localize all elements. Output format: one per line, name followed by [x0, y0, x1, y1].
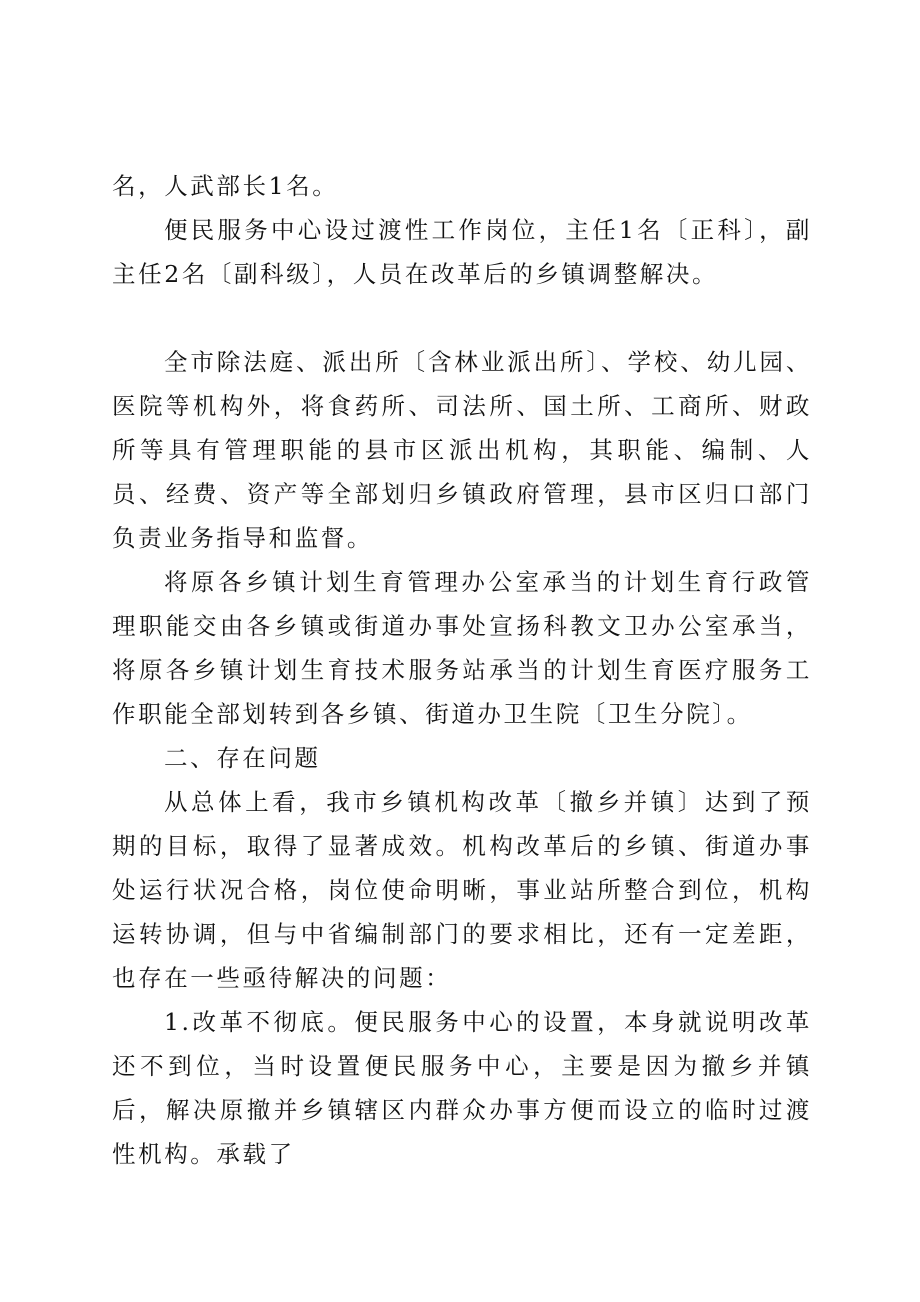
- paragraph-overview: 从总体上看，我市乡镇机构改革〔撤乡并镇〕达到了预期的目标，取得了显著成效。机构改革后的乡镇、街道办事处运行状况合格，岗位使命明晰，事业站所整合到位，机构运转协调，但与中省编制部门的要求相比，还有一定差距，也存在一些亟待解决的问题：: [112, 788, 812, 992]
- section-heading-problems: 二、存在问题: [164, 744, 321, 772]
- paragraph-continuation: 名，人武部长1名。: [112, 172, 339, 200]
- paragraph-agencies: 全市除法庭、派出所〔含林业派出所〕、学校、幼儿园、医院等机构外，将食药所、司法所、国土所、工商所、财政所等具有管理职能的县市区派出机构，其职能、编制、人员、经费、资产等全部划归乡镇政府管理，县市区归口部门负责业务指导和监督。: [112, 348, 812, 552]
- paragraph-gap: [112, 296, 812, 340]
- document-body: [112, 164, 812, 1176]
- paragraph-issue-1: 1.改革不彻底。便民服务中心的设置，本身就说明改革还不到位，当时设置便民服务中心，主要是因为撤乡并镇后，解决原撤并乡镇辖区内群众办事方便而设立的临时过渡性机构。承载了: [112, 1008, 812, 1168]
- paragraph-service-center: 便民服务中心设过渡性工作岗位，主任1名〔正科〕，副主任2名〔副科级〕，人员在改革后的乡镇调整解决。: [112, 216, 812, 288]
- paragraph-family-planning: 将原各乡镇计划生育管理办公室承当的计划生育行政管理职能交由各乡镇或街道办事处宣扬科教文卫办公室承当，将原各乡镇计划生育技术服务站承当的计划生育医疗服务工作职能全部划转到各乡镇、街道办卫生院〔卫生分院〕。: [112, 568, 812, 728]
